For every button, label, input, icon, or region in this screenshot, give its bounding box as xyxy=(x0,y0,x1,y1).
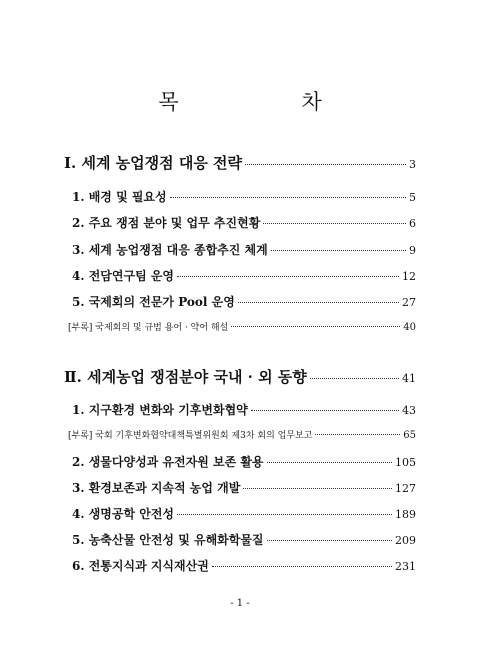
page-number: 65 xyxy=(403,430,416,441)
dot-leader xyxy=(243,487,392,489)
dot-leader xyxy=(177,513,392,515)
toc-entry[interactable] xyxy=(72,401,416,418)
dot-leader xyxy=(251,409,399,411)
dot-leader xyxy=(238,301,399,303)
toc-entry[interactable] xyxy=(72,267,416,284)
page-number: 189 xyxy=(395,508,416,521)
toc-entry[interactable] xyxy=(72,453,416,470)
dot-leader xyxy=(212,565,392,567)
toc-title: 목 차 xyxy=(158,90,380,114)
dot-leader xyxy=(271,249,406,251)
chapter-2-entry[interactable] xyxy=(64,366,416,387)
entry-title: 3. 세계 농업쟁점 대응 종합추진 체계 xyxy=(72,243,268,257)
toc-entry[interactable] xyxy=(72,293,416,310)
page-number: 3 xyxy=(409,158,416,171)
page-number: 231 xyxy=(395,560,416,573)
toc-entry[interactable] xyxy=(72,531,416,548)
toc-entry[interactable] xyxy=(72,505,416,522)
page-number: 41 xyxy=(402,372,416,385)
dot-leader xyxy=(310,377,399,379)
entry-title: 1. 지구환경 변화와 기후변화협약 xyxy=(72,403,248,417)
page-number: 43 xyxy=(402,404,416,417)
page-number: 12 xyxy=(402,270,416,283)
entry-title: 5. 농축산물 안전성 및 유해화학물질 xyxy=(72,533,264,547)
toc-entry[interactable] xyxy=(72,479,416,496)
entry-title: 2. 생물다양성과 유전자원 보존 활용 xyxy=(72,455,264,469)
entry-title: 3. 환경보존과 지속적 농업 개발 xyxy=(72,481,241,495)
toc-entry[interactable] xyxy=(72,557,416,574)
entry-title: 4. 전담연구팀 운영 xyxy=(72,269,175,283)
page-number: 127 xyxy=(395,482,416,495)
chapter-1-entry[interactable] xyxy=(64,152,416,173)
toc-entry[interactable] xyxy=(72,188,416,205)
toc-appendix-entry[interactable] xyxy=(68,320,416,333)
dot-leader xyxy=(263,222,406,224)
entry-title: 6. 전통지식과 지식재산권 xyxy=(72,559,209,573)
toc-entry[interactable] xyxy=(72,214,416,231)
dot-leader xyxy=(231,325,400,327)
dot-leader xyxy=(170,196,406,198)
appendix-title: [부록] 국회 기후변화협약대책특별위원회 제3차 회의 업무보고 xyxy=(68,431,313,441)
page-number: 5 xyxy=(409,191,416,204)
entry-title: 1. 배경 및 필요성 xyxy=(72,190,167,204)
dot-leader xyxy=(315,433,400,435)
dot-leader xyxy=(245,163,406,165)
page-number: 9 xyxy=(409,244,416,257)
page-number: 105 xyxy=(395,456,416,469)
dot-leader xyxy=(177,275,399,277)
page-footer-number: - 1 - xyxy=(230,598,250,609)
appendix-title: [부록] 국제회의 및 규범 용어 · 약어 해설 xyxy=(68,323,229,333)
entry-title: 4. 생명공학 안전성 xyxy=(72,507,175,521)
chapter-title: Ⅰ. 세계 농업쟁점 대응 전략 xyxy=(64,154,243,172)
toc-appendix-entry[interactable] xyxy=(68,428,416,441)
dot-leader xyxy=(267,461,392,463)
page-number: 209 xyxy=(395,534,416,547)
entry-title: 5. 국제회의 전문가 Pool 운영 xyxy=(72,295,235,309)
dot-leader xyxy=(267,539,392,541)
chapter-title: Ⅱ. 세계농업 쟁점분야 국내 · 외 동향 xyxy=(64,368,307,386)
entry-title: 2. 주요 쟁점 분야 및 업무 추진현황 xyxy=(72,216,261,230)
toc-entry[interactable] xyxy=(72,241,416,258)
page-number: 40 xyxy=(403,322,416,333)
page-number: 6 xyxy=(409,217,416,230)
page-number: 27 xyxy=(402,296,416,309)
